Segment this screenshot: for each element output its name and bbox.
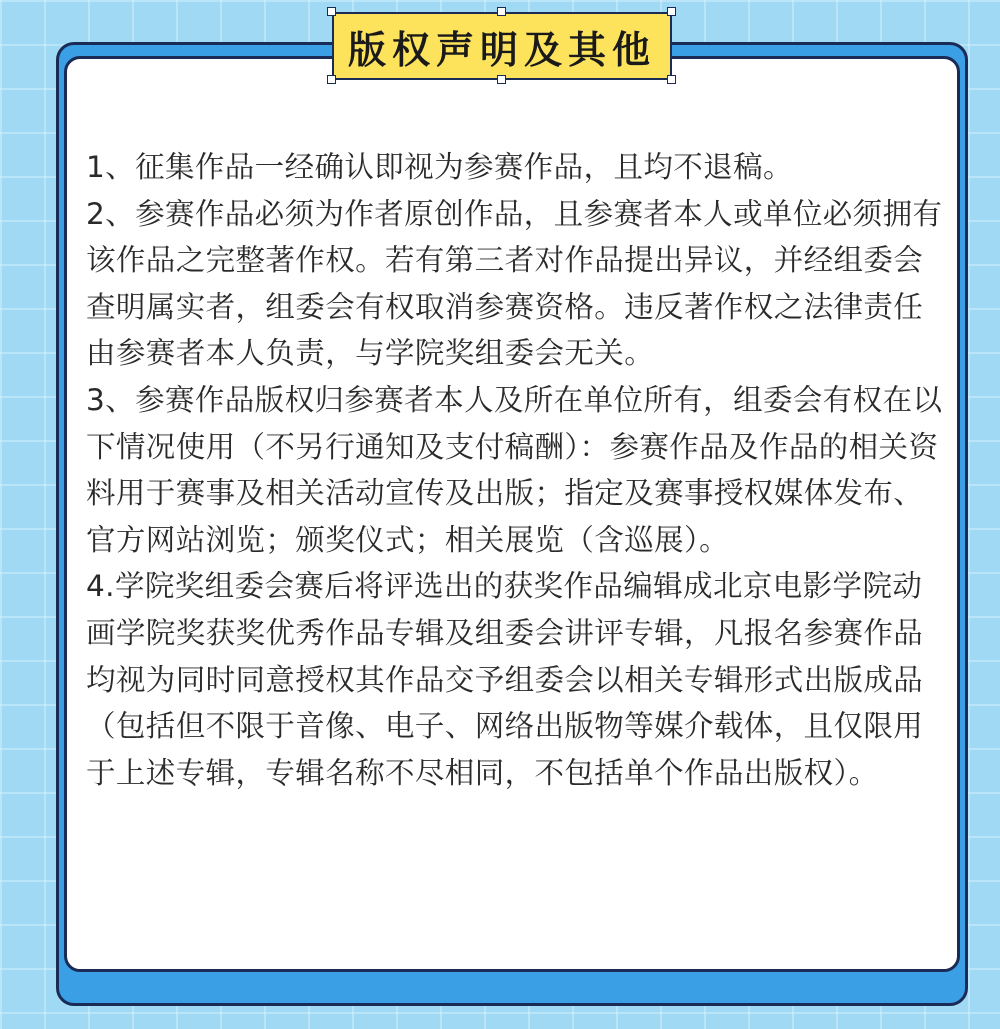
selection-handle	[667, 75, 676, 84]
page-title: 版权声明及其他	[347, 27, 656, 72]
paragraph-2: 2、参赛作品必须为作者原创作品，且参赛者本人或单位必须拥有该作品之完整著作权。若有第三者对作品提出异议，并经组委会查明属实者，组委会有权取消参赛资格。违反著作权之法律责任由参赛者本人负责，与学院奖组委会无关。	[86, 196, 943, 371]
selection-handle	[327, 7, 336, 16]
paragraph-1: 1、征集作品一经确认即视为参赛作品，且均不退稿。	[86, 150, 793, 184]
paragraph-3: 3、参赛作品版权归参赛者本人及所在单位所有，组委会有权在以下情况使用（不另行通知及支付稿酬）：参赛作品及作品的相关资料用于赛事及相关活动宣传及出版；指定及赛事授权媒体发布、官方网站浏览；颁奖仪式；相关展览（含巡展）。	[86, 382, 943, 557]
title-banner	[332, 12, 672, 80]
copyright-text	[86, 144, 952, 796]
selection-handle	[497, 7, 506, 16]
selection-handle	[497, 75, 506, 84]
paragraph-4: 4.学院奖组委会赛后将评选出的获奖作品编辑成北京电影学院动画学院奖获奖优秀作品专辑及组委会讲评专辑，凡报名参赛作品均视为同时同意授权其作品交予组委会以相关专辑形式出版成品（包括但不限于音像、电子、网络出版物等媒介载体，且仅限用于上述专辑，专辑名称不尽相同，不包括单个作品出版权）。	[86, 569, 924, 790]
selection-handle	[327, 75, 336, 84]
selection-handle	[667, 7, 676, 16]
